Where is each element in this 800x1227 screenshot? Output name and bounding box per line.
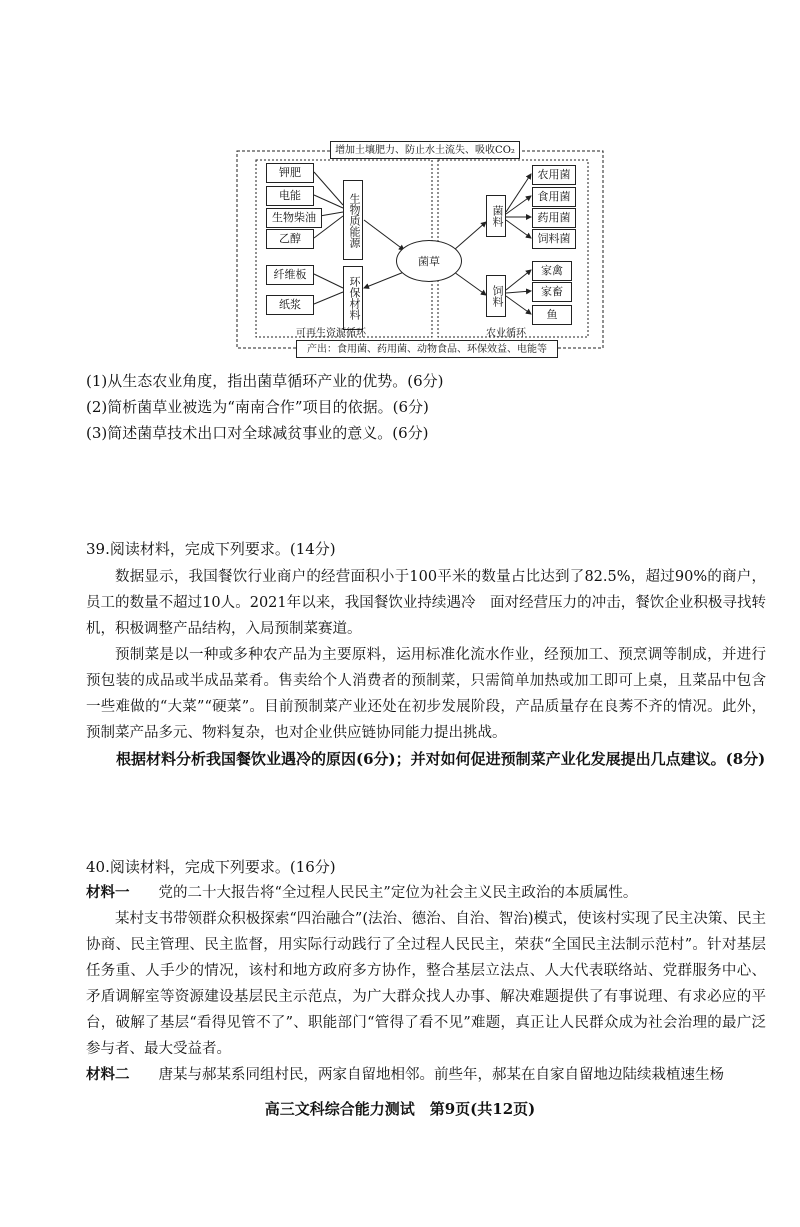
q40-material-1-paragraph: 某村支书带领群众积极探索“四治融合”(法治、德治、自治、智治)模式，使该村实现了民主决策、民主协商、民主管理、民主监督，用实际行动践行了全过程人民民主，荣获“全国民主法制示范村”。针对基层任务重、人手少的情况，该村和地方政府多方协作，整合基层立法点、人大代表联络站、党群服务中心、矛盾调解室等资源建设基层民主示范点，为广大群众找人办事、解决难题提供了有事说理、有求必应的平台，破解了基层“看得见管不了”、职能部门“管得了看不见”难题，真正让人民群众成为社会治理的最广泛参与者、最大受益者。 <box>86 911 766 1057</box>
right-product-box: 鱼 <box>532 305 572 325</box>
cycle-diagram <box>236 140 604 360</box>
right-product-box: 食用菌 <box>532 187 576 207</box>
left-product-box: 乙醇 <box>266 229 314 249</box>
q38-subquestion: (3)简述菌草技术出口对全球减贫事业的意义。(6分) <box>86 424 429 442</box>
left-category-box: 环保材料 <box>343 266 363 330</box>
left-product-box: 生物柴油 <box>266 208 322 228</box>
page-footer: 高三文科综合能力测试 第9页(共12页) <box>264 1100 536 1118</box>
right-category-box: 饲料 <box>486 275 506 317</box>
left-product-box: 电能 <box>266 186 314 206</box>
q39-question: 根据材料分析我国餐饮业遇冷的原因(6分)；并对如何促进预制菜产业化发展提出几点建议。(8分) <box>116 750 766 768</box>
left-category-box: 生物质能源 <box>343 180 363 260</box>
q40-material-2-line <box>86 1062 766 1088</box>
right-product-box: 农用菌 <box>532 165 576 185</box>
q39-paragraph-1: 数据显示，我国餐饮行业商户的经营面积小于100平米的数量占比达到了82.5%，超过90%的商户，员工的数量不超过10人。2021年以来，我国餐饮业持续遇冷 面对经营压力的冲击，餐饮企业积极寻找转机，积极调整产品结构，入局预制菜赛道。 <box>86 569 766 637</box>
q40-material-1-line <box>86 880 766 906</box>
right-product-box: 药用菌 <box>532 208 576 228</box>
right-category-box: 菌料 <box>486 195 506 237</box>
center-node: 菌草 <box>396 240 462 282</box>
left-product-box: 纤维板 <box>266 265 314 285</box>
left-product-box: 纸浆 <box>266 295 314 315</box>
material-1-label: 材料一 <box>86 884 130 901</box>
material-2-text: 唐某与郝某系同组村民，两家自留地相邻。前些年，郝某在自家自留地边陆续栽植速生杨 <box>158 1067 724 1083</box>
q38-subquestion: (2)简析菌草业被选为“南南合作”项目的依据。(6分) <box>86 398 429 416</box>
q40-title: 40.阅读材料，完成下列要求。(16分) <box>86 858 336 876</box>
left-section-label: 可再生资源循环 <box>296 328 366 339</box>
right-product-box: 家畜 <box>532 282 572 302</box>
diagram-top-label: 增加土壤肥力、防止水土流失、吸收CO₂ <box>330 141 520 159</box>
q38-subquestion: (1)从生态农业角度，指出菌草循环产业的优势。(6分) <box>86 372 444 390</box>
q39-title: 39.阅读材料，完成下列要求。(14分) <box>86 540 336 558</box>
right-product-box: 家禽 <box>532 261 572 281</box>
right-product-box: 饲料菌 <box>532 229 576 249</box>
diagram-bottom-label: 产出：食用菌、药用菌、动物食品、环保效益、电能等 <box>296 340 558 358</box>
material-1-text: 党的二十大报告将“全过程人民民主”定位为社会主义民主政治的本质属性。 <box>158 885 638 901</box>
q39-body <box>86 564 766 772</box>
material-2-label: 材料二 <box>86 1066 130 1083</box>
right-section-label: 农业循环 <box>486 328 526 339</box>
left-product-box: 钾肥 <box>266 163 314 183</box>
q40-body <box>86 880 766 1088</box>
q39-paragraph-2: 预制菜是以一种或多种农产品为主要原料，运用标准化流水作业，经预加工、预烹调等制成，并进行预包装的成品或半成品菜肴。售卖给个人消费者的预制菜，只需简单加热或加工即可上桌，且菜品中包含一些难做的“大菜”“硬菜”。目前预制菜产业还处在初步发展阶段，产品质量存在良莠不齐的情况。此外，预制菜产品多元、物料复杂，也对企业供应链协同能力提出挑战。 <box>86 647 766 741</box>
